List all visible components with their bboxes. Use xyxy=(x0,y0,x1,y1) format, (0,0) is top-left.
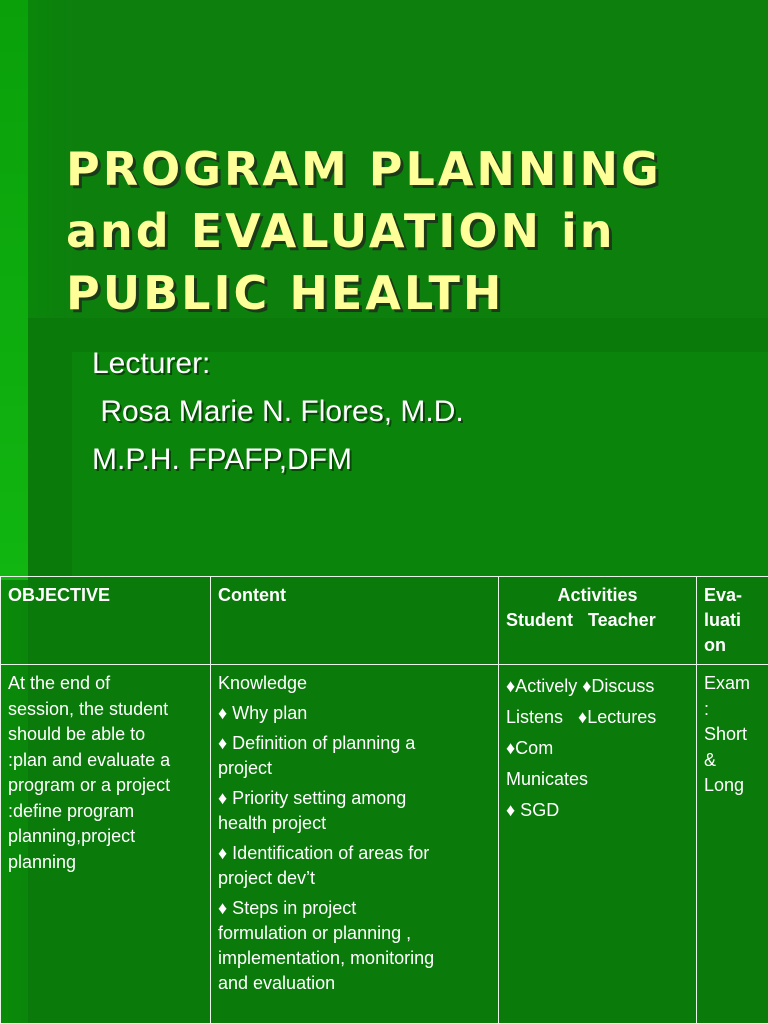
content-item: health project xyxy=(218,813,327,833)
evaluation-cell xyxy=(697,665,768,1024)
header-evaluation-line: luati xyxy=(704,610,742,630)
header-evaluation-line: on xyxy=(704,635,726,655)
content-item: ♦ Steps in project xyxy=(218,898,357,918)
activities-line: Listens ♦Lectures xyxy=(506,707,657,727)
header-objective: OBJECTIVE xyxy=(1,577,211,665)
content-item: formulation or planning , xyxy=(218,923,412,943)
header-activities xyxy=(499,577,697,665)
objective-cell xyxy=(1,665,211,1024)
objective-line: :define program xyxy=(8,800,135,821)
header-evaluation-line: Eva- xyxy=(704,585,743,605)
evaluation-line: : xyxy=(704,698,710,719)
syllabus-table xyxy=(0,576,768,1024)
content-item: ♦ Priority setting among xyxy=(218,788,407,808)
header-evaluation xyxy=(697,577,768,665)
activities-line: ♦Actively ♦Discuss xyxy=(506,676,655,696)
lecturer-label: Lecturer: xyxy=(92,347,211,380)
content-item: ♦ Identification of areas for xyxy=(218,843,430,863)
background-left-strip xyxy=(0,0,28,580)
content-item: project xyxy=(218,758,273,778)
content-item: and evaluation xyxy=(218,973,336,993)
title-line-1: PROGRAM PLANNING xyxy=(66,142,662,196)
header-activities-label: Activities xyxy=(557,585,638,605)
lecturer-block xyxy=(92,340,464,484)
objective-line: should be able to xyxy=(8,724,146,744)
slide-title xyxy=(66,138,756,324)
objective-line: planning xyxy=(8,851,77,872)
evaluation-line: Exam xyxy=(704,673,751,693)
objective-line: At the end of xyxy=(8,673,111,693)
content-item: implementation, monitoring xyxy=(218,948,435,968)
objective-line: :plan and evaluate a xyxy=(8,749,171,770)
objective-line: program or a project xyxy=(8,775,171,795)
content-item: project dev’t xyxy=(218,868,316,888)
activities-line: ♦ SGD xyxy=(506,800,560,820)
content-item: Knowledge xyxy=(218,673,308,693)
table-row xyxy=(1,665,768,1024)
content-cell xyxy=(211,665,499,1024)
content-item: ♦ Definition of planning a xyxy=(218,733,416,753)
lecturer-credentials: M.P.H. FPAFP,DFM xyxy=(92,443,353,476)
header-content: Content xyxy=(211,577,499,665)
activities-line: ♦Com xyxy=(506,738,554,758)
title-line-3: PUBLIC HEALTH xyxy=(66,266,505,320)
lecturer-name: Rosa Marie N. Flores, M.D. xyxy=(92,395,464,428)
table-header-row xyxy=(1,577,768,665)
objective-line: planning,project xyxy=(8,826,136,846)
evaluation-line: Short xyxy=(704,724,748,744)
activities-cell xyxy=(499,665,697,1024)
objective-line: session, the student xyxy=(8,698,169,719)
evaluation-line: & xyxy=(704,749,717,770)
evaluation-line: Long xyxy=(704,775,745,795)
title-line-2: and EVALUATION in xyxy=(66,204,616,258)
header-activities-sub: Student Teacher xyxy=(506,610,656,630)
content-item: ♦ Why plan xyxy=(218,703,308,723)
activities-line: Municates xyxy=(506,769,589,789)
